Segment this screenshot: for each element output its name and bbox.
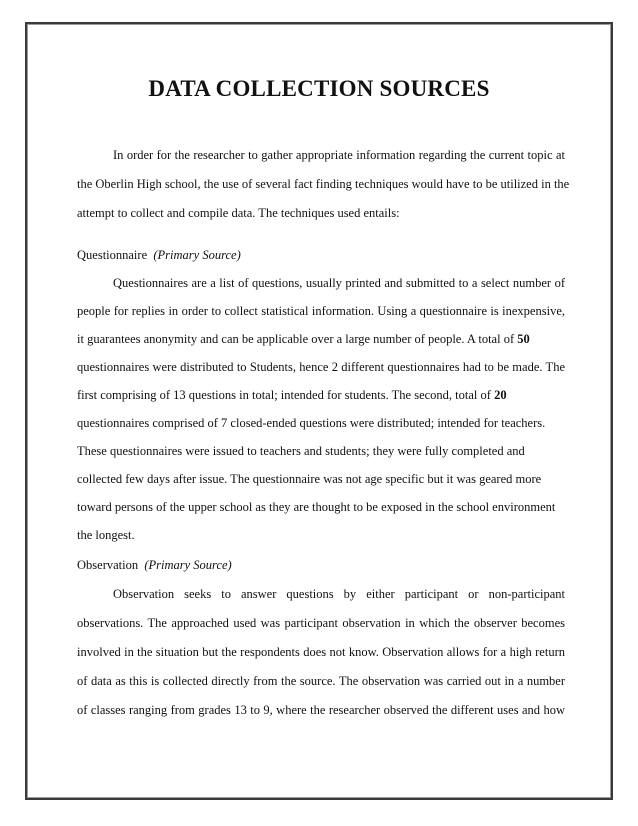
questionnaire-line-9: toward persons of the upper school as they are thought to be exposed in the school environment xyxy=(77,500,556,514)
observation-line-2: observations. The approached used was participant observation in which the observer becomes xyxy=(77,616,565,630)
intro-line-3: attempt to collect and compile data. The techniques used entails: xyxy=(77,206,400,220)
questionnaire-line-3 xyxy=(77,331,565,347)
observation-line-5: of classes ranging from grades 13 to 9, where the researcher observed the different uses and how xyxy=(77,703,565,717)
questionnaire-line-10: the longest. xyxy=(77,528,135,542)
observation-heading-label: Observation xyxy=(77,558,139,572)
questionnaire-line-3-text: it guarantees anonymity and can be applicable over a large number of people. A total of xyxy=(77,332,518,346)
intro-line-2: the Oberlin High school, the use of several fact finding techniques would have to be utilized in the xyxy=(77,177,570,191)
questionnaire-line-1: Questionnaires are a list of questions, usually printed and submitted to a select number of xyxy=(113,276,565,290)
observation-heading xyxy=(77,557,565,573)
page-title: DATA COLLECTION SOURCES xyxy=(148,76,490,101)
questionnaire-line-5-text: first comprising of 13 questions in total; intended for students. The second, total of xyxy=(77,388,495,402)
questionnaire-total-students: 50 xyxy=(517,332,530,346)
questionnaire-line-2: people for replies in order to collect statistical information. Using a questionnaire is inexpensive, xyxy=(77,304,565,318)
observation-source-label: (Primary Source) xyxy=(144,558,232,572)
questionnaire-total-teachers: 20 xyxy=(494,388,507,402)
intro-line-1: In order for the researcher to gather appropriate information regarding the current topic at xyxy=(113,148,565,162)
questionnaire-line-5 xyxy=(77,387,565,403)
questionnaire-source-label: (Primary Source) xyxy=(153,248,241,262)
observation-line-1: Observation seeks to answer questions by either participant or non-participant xyxy=(113,587,565,601)
questionnaire-line-7: These questionnaires were issued to teachers and students; they were fully completed and xyxy=(77,444,525,458)
observation-line-4: of data as this is collected directly from the source. The observation was carried out in a number xyxy=(77,674,565,688)
observation-line-3: involved in the situation but the respondents does not know. Observation allows for a high return xyxy=(77,645,565,659)
questionnaire-heading-label: Questionnaire xyxy=(77,248,148,262)
questionnaire-line-4: questionnaires were distributed to Students, hence 2 different questionnaires had to be made. The xyxy=(77,360,565,374)
questionnaire-line-6: questionnaires comprised of 7 closed-ended questions were distributed; intended for teachers. xyxy=(77,416,546,430)
questionnaire-line-8: collected few days after issue. The questionnaire was not age specific but it was geared more xyxy=(77,472,542,486)
questionnaire-heading xyxy=(77,247,565,263)
